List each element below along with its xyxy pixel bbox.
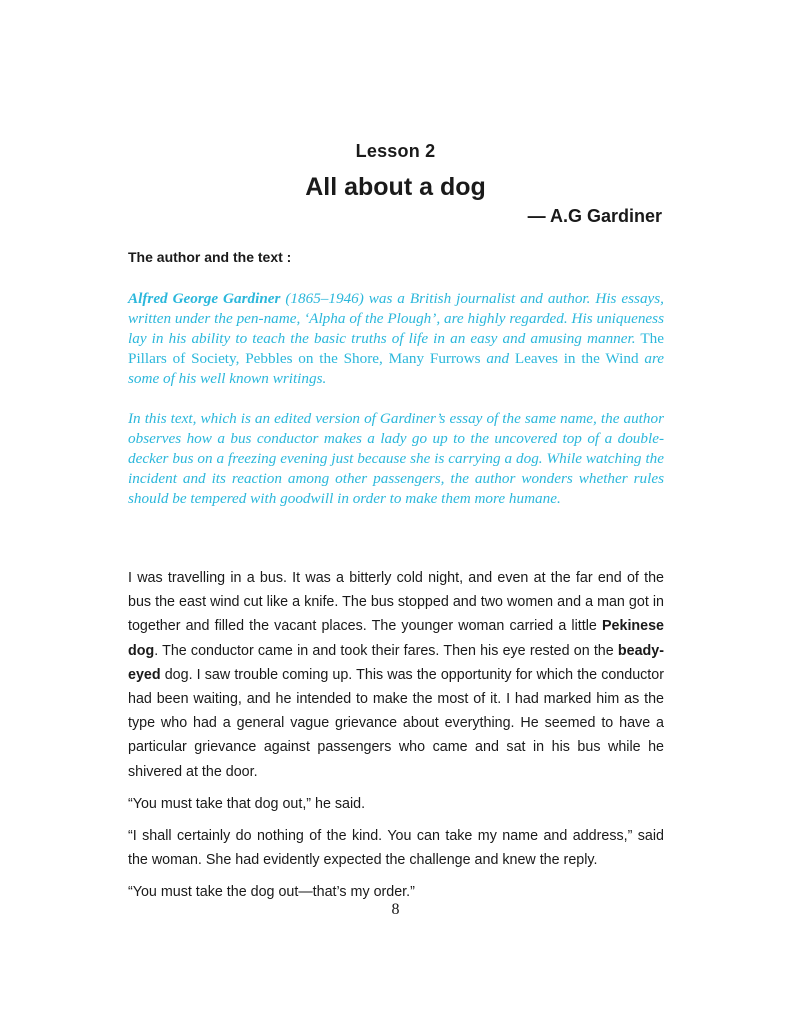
- story-p1-text-a: I was travelling in a bus. It was a bitterly cold night, and even at the far end of the bus the east wind cut like a knife. The bus stopped and two women and a man got in together and filled the vacant places. The younger woman carried a little: [128, 570, 664, 635]
- intro-paragraph-text-body: In this text, which is an edited version of Gardiner’s essay of the same name, the author observes how a bus conductor makes a lady go up to the uncovered top of a double-decker bus on a freezing evening just because she is carrying a dog. While watching the incident and its reaction among other passengers, the author wonders whether rules should be tempered with goodwill in order to make them more humane.: [128, 410, 664, 507]
- section-heading: The author and the text :: [128, 249, 292, 265]
- intro-text-b: are some of his well known writings.: [128, 350, 665, 387]
- story-paragraph-4: “You must take the dog out—that’s my order.”: [128, 884, 415, 901]
- author-name: Alfred George Gardiner: [128, 290, 281, 307]
- intro-paragraph-text: [128, 409, 664, 509]
- works-list-2: Leaves in the Wind: [509, 350, 639, 367]
- author-byline: — A.G Gardiner: [527, 206, 662, 226]
- story-term-pekinese-dog: Pekinese dog: [128, 618, 664, 659]
- story-paragraph-1: [128, 566, 664, 784]
- story-body: [128, 566, 664, 913]
- lesson-title: All about a dog: [305, 173, 486, 201]
- intro-paragraph-author: [128, 289, 664, 389]
- lesson-label: Lesson 2: [355, 141, 436, 161]
- intro-text-a: (1865–1946) was a British journalist and author. His essays, written under the pen-name, ‘Alpha of the Plough’, are highly regarded. His uniqueness lay in his ability to teach the basic truths of life in an easy and amusing manner.: [128, 290, 664, 347]
- story-paragraph-3: “I shall certainly do nothing of the kind. You can take my name and address,” said the woman. She had evidently expected the challenge and knew the reply.: [128, 828, 664, 869]
- intro-and-word: and: [480, 350, 510, 367]
- intro-paragraph-author-text: [128, 289, 664, 389]
- story-paragraph-2: “You must take that dog out,” he said.: [128, 795, 366, 812]
- works-list-1: The Pillars of Society, Pebbles on the Shore, Many Furrows: [128, 330, 664, 367]
- story-p1-text-c: dog. I saw trouble coming up. This was the opportunity for which the conductor had been waiting, and he intended to make the most of it. I had marked him as the type who had a general vague grievance about everything. He seemed to have a particular grievance against passengers who came and sat in his bus while he shivered at the door.: [128, 666, 664, 780]
- page-number: 8: [391, 901, 400, 918]
- story-term-beady-eyed: beady-eyed: [128, 642, 664, 683]
- story-p1-text-b: . The conductor came in and took their fares. Then his eye rested on the: [154, 642, 618, 659]
